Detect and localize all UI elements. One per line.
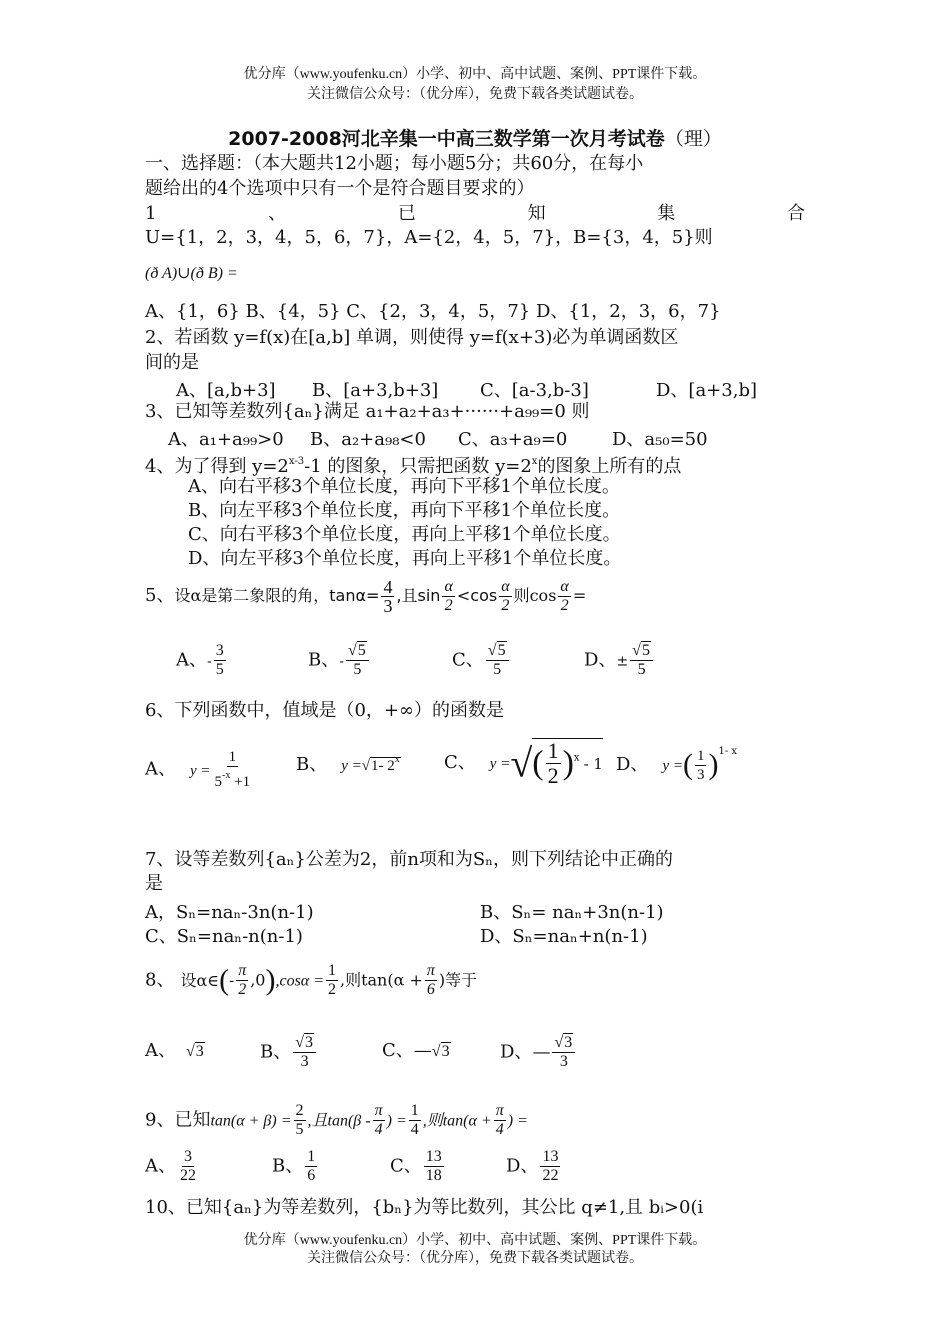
q8-stem xyxy=(145,962,477,999)
q8-label-b: B、 xyxy=(260,1041,292,1063)
q9-c-num: 13 xyxy=(425,1148,442,1165)
q8-a-rad: 3 xyxy=(195,1043,204,1060)
q9-c-frac xyxy=(424,1148,444,1185)
q5-label-c: C、 xyxy=(452,649,484,671)
q9-b-den: 6 xyxy=(307,1167,316,1184)
q9-four-2: 4 xyxy=(495,1121,504,1138)
q6-c-lhs: y = xyxy=(489,756,511,772)
q1-options: A、{1，6} B、{4，5} C、{2，3，4，5，7} D、{1，2，3，6，7} xyxy=(145,301,721,322)
q6-b-sqrt: √1- 2$^x$ xyxy=(361,754,400,774)
q9-m1: tan(α + β) = xyxy=(210,1112,292,1130)
q6-label-c: C、 xyxy=(444,752,476,773)
q6-b-rad xyxy=(370,754,401,774)
q9-d-frac xyxy=(540,1148,560,1185)
q6-a-den-base: 5 xyxy=(214,774,223,790)
q5-stem xyxy=(145,578,586,615)
q3-option-a: A、a₁+a₉₉>0 xyxy=(168,429,284,450)
q8-pi-half xyxy=(236,962,248,999)
q5-b-sign: - xyxy=(339,653,344,670)
q6-a-frac xyxy=(213,748,253,791)
q1-expression: (ð A)∪(ð B) = xyxy=(145,265,238,282)
q8-a-sqrt: √3 xyxy=(186,1043,204,1060)
q8-c-sqrt: √3 xyxy=(431,1043,450,1060)
header-line-1: 优分库（www.youfenku.cn）小学、初中、高中试题、案例、PPT课件下载。 xyxy=(243,67,707,82)
q9-frac-3 xyxy=(409,1102,421,1139)
q5-label-b: B、 xyxy=(308,649,340,671)
q9-option-c xyxy=(390,1148,446,1185)
q4-option-c: C、向右平移3个单位长度，再向上平移1个单位长度。 xyxy=(188,524,621,545)
q8-b-den: 3 xyxy=(300,1053,309,1070)
q5-label-a: A、 xyxy=(176,649,207,671)
q6-stem: 6、下列函数中，值域是（0，+∞）的函数是 xyxy=(145,700,504,721)
q6-c-radical: √ xyxy=(510,740,533,786)
q8-cos-num: 1 xyxy=(328,962,336,979)
q1-spread-0: 1 xyxy=(145,203,157,224)
q1-spread-2: 已 xyxy=(397,203,416,224)
q5-option-b xyxy=(308,642,371,679)
q9-d-den: 22 xyxy=(542,1167,559,1184)
q2-stem-line-1: 2、若函数 y=f(x)在[a,b] 单调，则使得 y=f(x+3)必为单调函数区 xyxy=(145,327,679,348)
q6-d-rparen: ) xyxy=(708,748,719,781)
q6-d-sup: 1- x xyxy=(718,746,738,757)
q9-frac-1 xyxy=(294,1102,306,1139)
q6-c-radicand xyxy=(532,738,603,788)
q9-c-den: 18 xyxy=(425,1167,442,1184)
q7-option-d: D、Sₙ=naₙ+n(n-1) xyxy=(480,926,648,947)
q9-stem xyxy=(145,1102,528,1139)
q9-d3: 4 xyxy=(410,1121,419,1138)
q5-b-frac xyxy=(346,642,369,679)
q6-b-rad-text: 1- 2 xyxy=(371,758,395,774)
q6-d-lhs: y = xyxy=(662,758,683,774)
q6-c-den: 2 xyxy=(547,763,559,788)
q8-label-a: A、 xyxy=(145,1040,176,1061)
q9-four-1: 4 xyxy=(374,1121,383,1138)
q5-d-num: √5 xyxy=(630,642,653,661)
q6-a-den-sup: -x xyxy=(222,770,231,781)
q9-d-num: 13 xyxy=(542,1148,559,1165)
q6-d-den: 3 xyxy=(696,766,705,783)
q9-label-a: A、 xyxy=(145,1155,176,1177)
q5-a-sign: - xyxy=(207,653,212,670)
q5-c-num: √5 xyxy=(486,642,509,661)
q1-stem-spread xyxy=(145,202,805,226)
q9-m2: ,且tan(β - xyxy=(307,1112,371,1130)
q8-then: ,则tan(α + xyxy=(340,970,423,990)
q5-two-3: 2 xyxy=(560,597,569,614)
q8-pi: π xyxy=(238,962,247,979)
q6-option-c xyxy=(444,738,603,788)
q8-label-c: C、 xyxy=(382,1040,414,1061)
q10-stem: 10、已知{aₙ}为等差数列，{bₙ}为等比数列，其公比 q≠1,且 bᵢ>0(i xyxy=(145,1197,704,1218)
q8-number: 8、 xyxy=(145,969,175,991)
q1-stem-line-2: U={1，2，3，4，5，6，7}，A={2，4，5，7}，B={3，4，5}则 xyxy=(145,227,713,248)
q7-option-c: C、Sₙ=naₙ-n(n-1) xyxy=(145,926,303,947)
q6-option-d xyxy=(616,746,737,784)
q5-option-d xyxy=(584,642,655,679)
q8-stem-a: 设α∈ xyxy=(180,970,220,990)
q7-option-a: A，Sₙ=naₙ-3n(n-1) xyxy=(145,902,314,923)
q9-pi-2: π xyxy=(495,1102,504,1119)
q9-option-b xyxy=(272,1148,319,1185)
q8-pi-sixth xyxy=(425,962,437,999)
q6-d-num: 1 xyxy=(696,747,705,764)
header-line-2: 关注微信公众号：（优分库），免费下载各类试题试卷。 xyxy=(307,87,643,102)
q9-n3: 1 xyxy=(410,1102,419,1119)
q9-m3: ) = xyxy=(386,1112,407,1130)
q9-a-den: 22 xyxy=(180,1167,196,1184)
q5-d-sign: ± xyxy=(616,653,629,670)
exam-title-suffix: （理） xyxy=(664,128,722,150)
q8-c-rad: 3 xyxy=(441,1043,450,1060)
q8-minus: - xyxy=(229,971,235,990)
q2-option-c: C、[a-3,b-3] xyxy=(480,380,589,401)
q7-option-b: B、Sₙ= naₙ+3n(n-1) xyxy=(480,902,664,923)
q4-option-d: D、向左平移3个单位长度，再向上平移1个单位长度。 xyxy=(188,548,622,569)
q4-option-b: B、向左平移3个单位长度，再向下平移1个单位长度。 xyxy=(188,500,621,521)
q9-pi-1: π xyxy=(374,1102,383,1119)
q2-option-a: A、[a,b+3] xyxy=(176,380,276,401)
q6-d-lparen: ( xyxy=(682,748,693,781)
q5-a-frac xyxy=(214,642,226,679)
q5-mid: ,且sin xyxy=(396,586,441,605)
q8-b-frac xyxy=(293,1034,316,1071)
q9-a-frac xyxy=(178,1148,198,1185)
q8-end: )等于 xyxy=(438,970,478,990)
q6-option-a xyxy=(145,748,254,791)
q5-half-alpha-3 xyxy=(558,578,570,615)
q9-pi-quarter-2 xyxy=(494,1102,506,1139)
q5-d-den: 5 xyxy=(637,661,646,678)
q6-a-num: 1 xyxy=(228,749,237,765)
q5-d-rad: 5 xyxy=(641,642,650,659)
q4-stem-sup2: x xyxy=(531,456,538,467)
q9-n1: 2 xyxy=(295,1102,304,1119)
q6-c-lparen: ( xyxy=(532,744,544,782)
q6-a-den xyxy=(213,767,253,791)
q9-label-d: D、 xyxy=(506,1155,539,1177)
q9-label-c: C、 xyxy=(390,1155,422,1177)
q8-cos-frac xyxy=(326,962,338,999)
q5-eq: = xyxy=(572,586,587,605)
q5-b-num: √5 xyxy=(346,642,369,661)
q9-option-d xyxy=(506,1148,562,1185)
q5-two-2: 2 xyxy=(501,597,510,614)
q5-label-d: D、 xyxy=(584,649,617,671)
q8-d-rad: 3 xyxy=(564,1034,573,1051)
q6-c-frac xyxy=(546,739,561,788)
q5-a-den: 5 xyxy=(215,661,224,678)
q8-cos: ,cosα = xyxy=(275,972,324,990)
q5-tan-fraction xyxy=(381,578,394,615)
q8-two: 2 xyxy=(238,981,247,998)
q2-option-b: B、[a+3,b+3] xyxy=(312,380,439,401)
q6-b-sup: x xyxy=(394,754,400,765)
q9-m5: ) = xyxy=(507,1112,528,1130)
q8-cos-den: 2 xyxy=(328,981,336,998)
q8-lparen: ( xyxy=(219,963,230,997)
q1-spread-1: 、 xyxy=(268,203,287,224)
q6-d-frac xyxy=(695,747,707,784)
q8-interval-b: ,0 xyxy=(250,970,266,990)
q3-option-d: D、a₅₀=50 xyxy=(612,429,708,450)
exam-title-main: 2007-2008河北辛集一中高三数学第一次月考试卷 xyxy=(228,128,665,150)
footer-line-1: 优分库（www.youfenku.cn）小学、初中、高中试题、案例、PPT课件下载。 xyxy=(243,1233,707,1248)
q5-c-frac xyxy=(486,642,509,679)
q8-six: 6 xyxy=(426,981,435,998)
q4-stem-b: -1 的图象，只需把函数 y=2 xyxy=(304,456,532,477)
q3-stem: 3、已知等差数列{aₙ}满足 a₁+a₂+a₃+······+a₉₉=0 则 xyxy=(145,401,590,422)
q9-label-b: B、 xyxy=(272,1155,304,1177)
q6-c-tail: - 1 xyxy=(583,754,603,773)
q5-half-alpha-2 xyxy=(499,578,511,615)
q6-a-den-tail: +1 xyxy=(230,774,251,790)
q9-d1: 5 xyxy=(295,1121,304,1138)
q8-d-den: 3 xyxy=(559,1053,568,1070)
q4-option-a: A、向右平移3个单位长度，再向下平移1个单位长度。 xyxy=(188,476,620,497)
q2-option-d: D、[a+3,b] xyxy=(656,380,757,401)
q4-stem-c: 的图象上所有的点 xyxy=(537,456,682,477)
q9-pi-quarter-1 xyxy=(373,1102,385,1139)
q8-label-d: D、 xyxy=(500,1041,533,1063)
q8-c-sign: — xyxy=(413,1040,432,1061)
q5-option-a xyxy=(176,642,228,679)
q8-d-num: √3 xyxy=(552,1034,575,1053)
q9-b-num: 1 xyxy=(307,1148,316,1165)
q5-lt: <cos xyxy=(456,586,498,605)
q6-c-num: 1 xyxy=(547,738,559,763)
q9-b-frac xyxy=(305,1148,317,1185)
section-heading-2: 题给出的4个选项中只有一个是符合题目要求的） xyxy=(145,178,535,199)
exam-title xyxy=(0,124,950,151)
q7-stem-line-1: 7、设等差数列{aₙ}公差为2，前n项和为Sₙ，则下列结论中正确的 xyxy=(145,849,674,870)
q9-option-a xyxy=(145,1148,200,1185)
q4-stem-sup: x-3 xyxy=(288,456,305,467)
q7-stem-line-2: 是 xyxy=(145,873,163,894)
q3-option-c: C、a₃+a₉=0 xyxy=(458,429,568,450)
q5-stem-a: 设α是第二象限的角， xyxy=(174,586,330,605)
q5-two-1: 2 xyxy=(444,597,453,614)
q6-a-lhs: y = xyxy=(190,762,211,779)
q1-spread-4: 集 xyxy=(657,203,676,224)
q8-d-frac xyxy=(552,1034,575,1071)
q5-number: 5、 xyxy=(145,585,175,606)
q3-option-b: B、a₂+a₉₈<0 xyxy=(310,429,426,450)
q4-stem-a: 4、为了得到 y=2 xyxy=(145,456,289,477)
q9-a-num: 3 xyxy=(184,1148,192,1165)
q5-then: 则cos xyxy=(513,586,557,605)
q8-b-num: √3 xyxy=(293,1034,316,1053)
q8-option-b xyxy=(260,1034,318,1071)
q5-tan: tanα= xyxy=(329,586,380,605)
q5-d-frac xyxy=(630,642,653,679)
q8-rparen: ) xyxy=(265,963,276,997)
q5-option-c xyxy=(452,642,511,679)
q9-stem-a: 9、已知 xyxy=(145,1109,211,1131)
q6-b-lhs: y = xyxy=(341,758,362,774)
q6-label-a: A、 xyxy=(145,758,176,780)
q5-b-den: 5 xyxy=(353,661,362,678)
q8-option-c xyxy=(382,1036,451,1062)
q6-option-b xyxy=(296,750,401,776)
q5-b-rad: 5 xyxy=(357,642,366,659)
q1-spread-5: 合 xyxy=(786,203,805,224)
q5-a-num: 3 xyxy=(215,642,224,659)
q5-alpha-2: α xyxy=(501,578,510,595)
q8-pi-2: π xyxy=(426,962,435,979)
q8-b-rad: 3 xyxy=(305,1034,314,1051)
section-heading-1: 一、选择题：（本大题共12小题；每小题5分；共60分，在每小 xyxy=(145,153,644,174)
q5-alpha-1: α xyxy=(444,578,453,595)
q8-option-d xyxy=(500,1034,577,1071)
q8-d-sign: — xyxy=(532,1041,551,1063)
q5-c-rad: 5 xyxy=(497,642,506,659)
q8-option-a xyxy=(145,1036,205,1062)
q5-tan-num: 4 xyxy=(383,577,393,597)
footer-line-2: 关注微信公众号：（优分库），免费下载各类试题试卷。 xyxy=(307,1251,643,1266)
q5-half-alpha-1 xyxy=(442,578,454,615)
q5-alpha-3: α xyxy=(560,578,569,595)
q2-stem-line-2: 间的是 xyxy=(145,352,199,373)
q1-spread-3: 知 xyxy=(527,203,546,224)
q6-label-d: D、 xyxy=(616,754,649,775)
q5-tan-den: 3 xyxy=(383,596,393,616)
q6-label-b: B、 xyxy=(296,754,328,775)
q5-c-den: 5 xyxy=(493,661,502,678)
q9-m4: ,则tan(α + xyxy=(422,1112,492,1130)
q6-c-sup: x xyxy=(573,752,580,764)
q6-c-rparen: ) xyxy=(562,744,574,782)
